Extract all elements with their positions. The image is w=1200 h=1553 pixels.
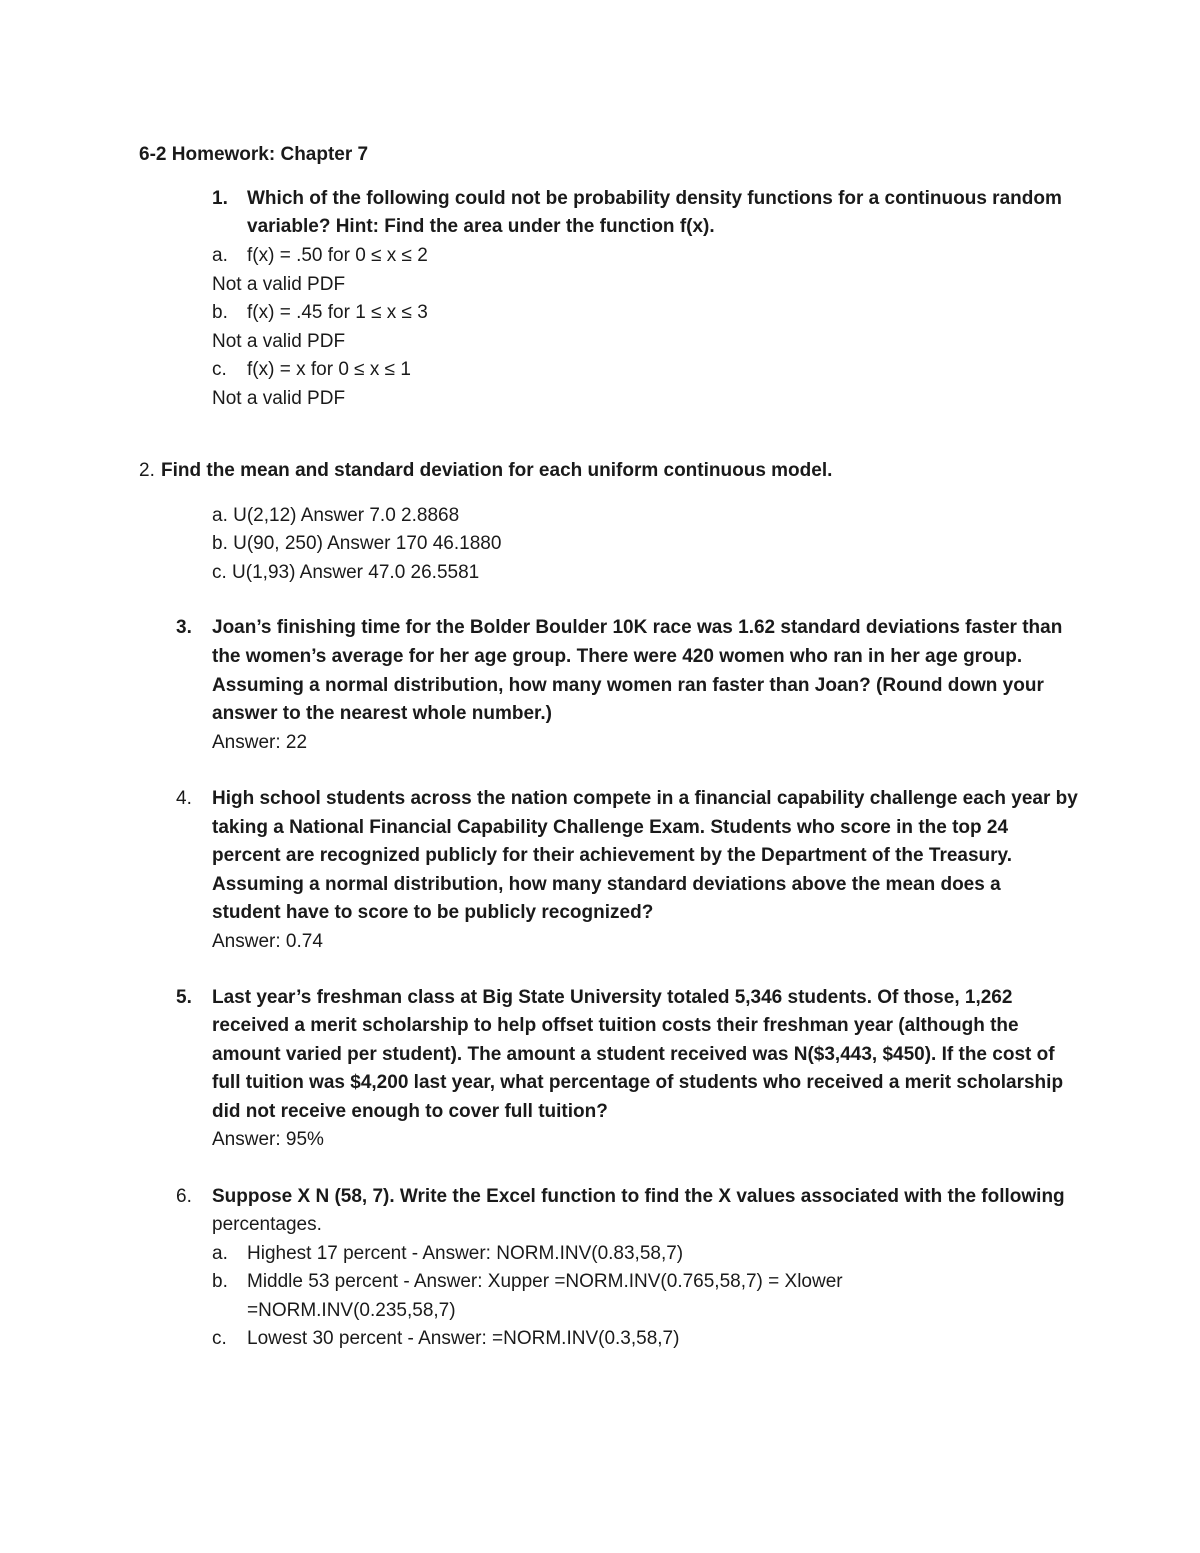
q3-answer: Answer: 22 [212, 732, 308, 753]
q4-line-4: Assuming a normal distribution, how many standard deviations above the mean does a [212, 874, 1001, 895]
q1-a-answer: Not a valid PDF [212, 274, 346, 295]
q6-line-2: percentages. [212, 1214, 322, 1235]
q1-line-1: Which of the following could not be probability density functions for a continuous random [247, 188, 1062, 209]
q1-number: 1. [212, 188, 228, 209]
q4-line-5: student have to score to be publicly recognized? [212, 902, 654, 923]
q4-answer: Answer: 0.74 [212, 931, 323, 952]
q3-line-1: Joan’s finishing time for the Bolder Boulder 10K race was 1.62 standard deviations faster than [212, 617, 1063, 638]
q4-line-3: percent are recognized publicly for their achievement by the Department of the Treasury. [212, 845, 1012, 866]
q1-c-label: c. [212, 359, 227, 380]
q5-number: 5. [176, 987, 192, 1008]
q3-line-2: the women’s average for her age group. There were 420 women who ran in her age group. [212, 646, 1023, 667]
q5-line-3: amount varied per student). The amount a student received was N($3,443, $450). If the cost of [212, 1044, 1055, 1065]
q2-number: 2. [139, 460, 155, 481]
q3-number: 3. [176, 617, 192, 638]
q5-line-2: received a merit scholarship to help offset tuition costs their freshman year (although the [212, 1015, 1019, 1036]
q6-b-text-1: Middle 53 percent - Answer: Xupper =NORM.INV(0.765,58,7) = Xlower [247, 1271, 843, 1292]
q6-line-1: Suppose X N (58, 7). Write the Excel function to find the X values associated with the following [212, 1186, 1065, 1207]
q1-b-answer: Not a valid PDF [212, 331, 346, 352]
q3-line-3: Assuming a normal distribution, how many women ran faster than Joan? (Round down your [212, 675, 1044, 696]
q5-answer: Answer: 95% [212, 1129, 324, 1150]
q6-number: 6. [176, 1186, 192, 1207]
q5-line-4: full tuition was $4,200 last year, what percentage of students who received a merit scholarship [212, 1072, 1064, 1093]
q2-text: Find the mean and standard deviation for each uniform continuous model. [161, 460, 833, 481]
q6-a-label: a. [212, 1243, 228, 1264]
q6-b-label: b. [212, 1271, 228, 1292]
q1-c-answer: Not a valid PDF [212, 388, 346, 409]
q1-c-text: f(x) = x for 0 ≤ x ≤ 1 [247, 359, 411, 380]
q1-line-2: variable? Hint: Find the area under the function f(x). [247, 216, 715, 237]
page-title: 6-2 Homework: Chapter 7 [139, 144, 369, 165]
q1-b-text: f(x) = .45 for 1 ≤ x ≤ 3 [247, 302, 428, 323]
q4-number: 4. [176, 788, 192, 809]
q1-a-label: a. [212, 245, 228, 266]
q6-c-label: c. [212, 1328, 227, 1349]
q6-b-text-2: =NORM.INV(0.235,58,7) [247, 1300, 456, 1321]
q2-a: a. U(2,12) Answer 7.0 2.8868 [212, 505, 460, 526]
q1-a-text: f(x) = .50 for 0 ≤ x ≤ 2 [247, 245, 428, 266]
q5-line-5: did not receive enough to cover full tuition? [212, 1101, 608, 1122]
q5-line-1: Last year’s freshman class at Big State University totaled 5,346 students. Of those, 1,262 [212, 987, 1013, 1008]
q6-c-text: Lowest 30 percent - Answer: =NORM.INV(0.3,58,7) [247, 1328, 680, 1349]
q6-a-text: Highest 17 percent - Answer: NORM.INV(0.83,58,7) [247, 1243, 684, 1264]
q1-b-label: b. [212, 302, 228, 323]
q3-line-4: answer to the nearest whole number.) [212, 703, 552, 724]
q2-b: b. U(90, 250) Answer 170 46.1880 [212, 533, 502, 554]
q2-c: c. U(1,93) Answer 47.0 26.5581 [212, 562, 480, 583]
q4-line-1: High school students across the nation compete in a financial capability challenge each year by [212, 788, 1078, 809]
q4-line-2: taking a National Financial Capability Challenge Exam. Students who score in the top 24 [212, 817, 1009, 838]
